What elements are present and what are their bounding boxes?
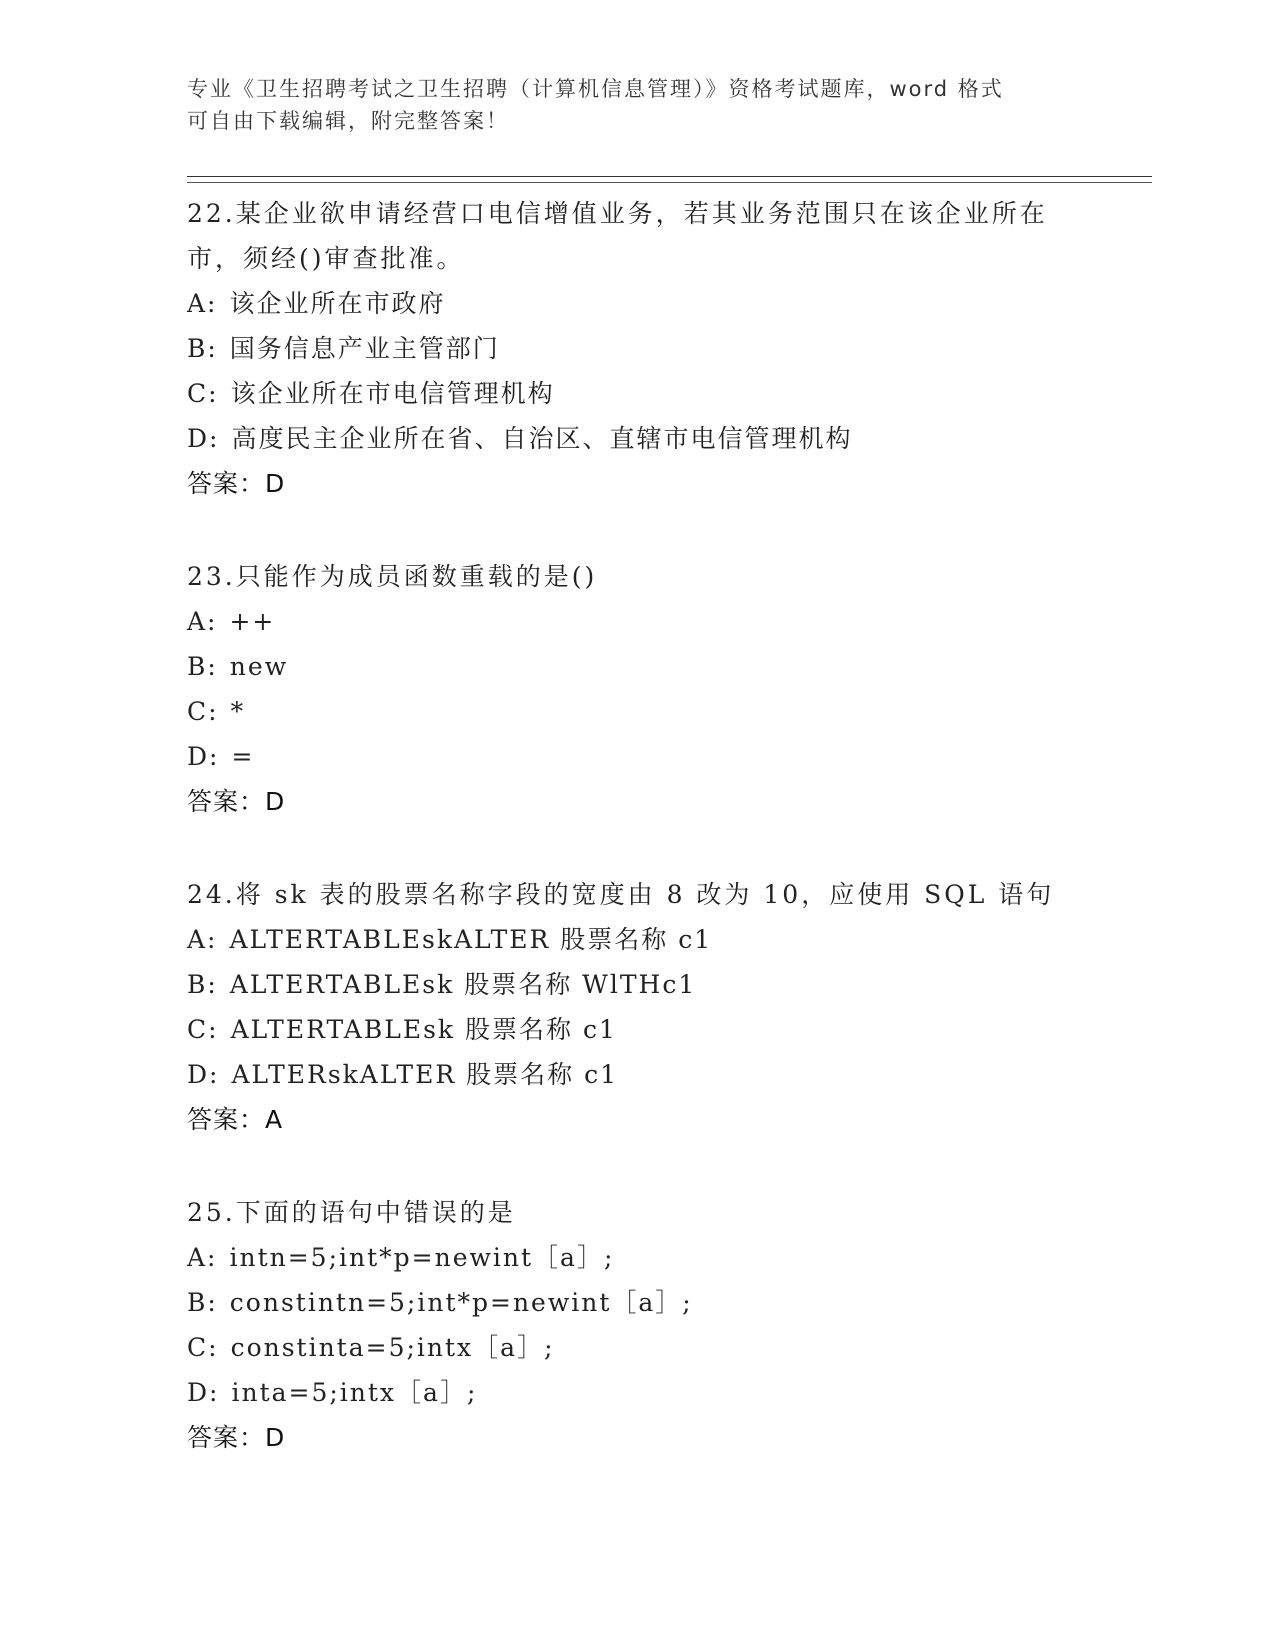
question-list xyxy=(187,191,1087,1508)
option-text: * xyxy=(230,697,246,726)
option-text: inta=5;intx［a］; xyxy=(231,1378,478,1407)
option-d xyxy=(187,416,1087,461)
option-text: ALTERTABLEsk 股票名称 WlTHc1 xyxy=(229,970,697,999)
option-c xyxy=(187,371,1087,416)
option-letter: A: xyxy=(187,289,218,318)
option-letter: B: xyxy=(187,334,218,363)
option-text: ++ xyxy=(229,607,276,636)
option-letter: D: xyxy=(187,742,220,771)
option-c xyxy=(187,1007,1087,1052)
option-text: = xyxy=(231,742,255,771)
option-b xyxy=(187,326,1087,371)
option-text: 高度民主企业所在省、自治区、直辖市电信管理机构 xyxy=(231,424,853,453)
option-letter: C: xyxy=(187,379,219,408)
question-stem: 24.将 sk 表的股票名称字段的宽度由 8 改为 10，应使用 SQL 语句 xyxy=(187,880,1055,909)
option-text: constinta=5;intx［a］; xyxy=(230,1333,555,1362)
option-text: ALTERTABLEsk 股票名称 c1 xyxy=(230,1015,617,1044)
document-header xyxy=(187,73,1087,137)
option-letter: C: xyxy=(187,1333,219,1362)
option-letter: B: xyxy=(187,652,218,681)
option-d xyxy=(187,1370,1087,1415)
question-24 xyxy=(187,872,1087,1142)
header-line-2: 可自由下载编辑，附完整答案！ xyxy=(187,109,509,133)
option-b xyxy=(187,644,1087,689)
option-d xyxy=(187,1052,1087,1097)
option-letter: B: xyxy=(187,1288,218,1317)
option-letter: D: xyxy=(187,1060,220,1089)
header-line-1: 专业《卫生招聘考试之卫生招聘（计算机信息管理）》资格考试题库，word 格式 xyxy=(187,77,1004,101)
option-b xyxy=(187,1280,1087,1325)
option-a xyxy=(187,1235,1087,1280)
option-text: 国务信息产业主管部门 xyxy=(229,334,500,363)
answer-line: 答案：D xyxy=(187,469,286,498)
question-stem: 25.下面的语句中错误的是 xyxy=(187,1198,516,1227)
question-stem: 22.某企业欲申请经营口电信增值业务，若其业务范围只在该企业所在市，须经()审查批准。 xyxy=(187,199,1048,273)
option-text: intn=5;int*p=newint［a］; xyxy=(229,1243,615,1272)
question-stem: 23.只能作为成员函数重载的是() xyxy=(187,562,598,591)
option-letter: C: xyxy=(187,1015,219,1044)
answer-line: 答案：A xyxy=(187,1105,284,1134)
option-c xyxy=(187,1325,1087,1370)
question-22 xyxy=(187,191,1087,506)
option-letter: B: xyxy=(187,970,218,999)
header-divider-thin xyxy=(187,182,1152,183)
option-b xyxy=(187,962,1087,1007)
option-text: ALTERTABLEskALTER 股票名称 c1 xyxy=(229,925,713,954)
question-23 xyxy=(187,554,1087,824)
option-letter: D: xyxy=(187,424,220,453)
option-text: 该企业所在市电信管理机构 xyxy=(230,379,555,408)
option-a xyxy=(187,281,1087,326)
option-text: ALTERskALTER 股票名称 c1 xyxy=(231,1060,618,1089)
option-letter: A: xyxy=(187,925,218,954)
option-letter: A: xyxy=(187,607,218,636)
option-d xyxy=(187,734,1087,779)
option-a xyxy=(187,599,1087,644)
option-text: new xyxy=(229,652,289,681)
option-c xyxy=(187,689,1087,734)
header-divider xyxy=(187,176,1152,177)
option-text: constintn=5;int*p=newint［a］; xyxy=(229,1288,693,1317)
answer-line: 答案：D xyxy=(187,1423,286,1452)
question-25 xyxy=(187,1190,1087,1460)
option-letter: D: xyxy=(187,1378,220,1407)
option-letter: A: xyxy=(187,1243,218,1272)
answer-line: 答案：D xyxy=(187,787,286,816)
option-text: 该企业所在市政府 xyxy=(229,289,446,318)
option-letter: C: xyxy=(187,697,219,726)
option-a xyxy=(187,917,1087,962)
